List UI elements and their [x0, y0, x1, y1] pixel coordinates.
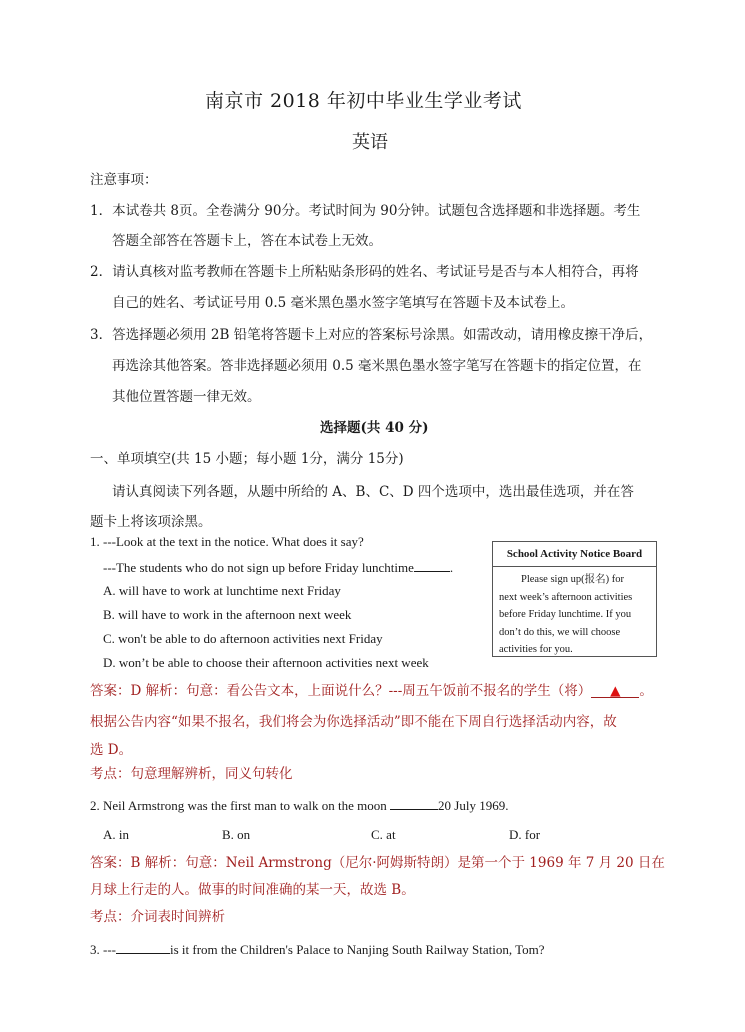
q1-answer-text: 答案：D 解析：句意：看公告文本，上面说什么？---周五午饭前不报名的学生（将） — [90, 683, 592, 699]
notice-board — [492, 541, 657, 657]
q1-stem-line1: 1. ---Look at the text in the notice. What does it say? — [90, 534, 364, 549]
directions-line2: 题卡上将该项涂黑。 — [90, 514, 212, 530]
q1-stem-text: ---The students who do not sign up before Friday lunchtime — [103, 560, 414, 575]
q1-option-c: C. won't be able to do afternoon activities next Friday — [103, 631, 383, 646]
q3-stem-start: 3. --- — [90, 942, 116, 957]
q3-stem — [90, 940, 545, 958]
instruction-2-line2: 自己的姓名、考试证号用 0.5 毫米黑色墨水签字笔填写在答题卡及本试卷上。 — [112, 295, 575, 311]
notice-line-1: Please sign up(报名) for — [521, 574, 624, 585]
notice-line-4: don’t do this, we will choose — [499, 626, 621, 638]
q1-option-d: D. won’t be able to choose their afternoon activities next week — [103, 655, 429, 670]
q2-stem-end: 20 July 1969. — [438, 798, 509, 813]
instruction-1-line1: 1．本试卷共 8页。全卷满分 90分。考试时间为 90分钟。试题包含选择题和非选择题。考生 — [90, 203, 641, 219]
instruction-1-line2: 答题全部答在答题卡上，答在本试卷上无效。 — [112, 233, 382, 249]
notice-board-heading: School Activity Notice Board — [493, 542, 656, 567]
instruction-2-line1: 2．请认真核对监考教师在答题卡上所粘贴条形码的姓名、考试证号是否与本人相符合，再将 — [90, 264, 639, 280]
q2-answer-line1: 答案：B 解析：句意：Neil Armstrong（尼尔·阿姆斯特朗）是第一个于 1969 年 7 月 20 日在 — [90, 855, 665, 871]
q2-stem-text: 2. Neil Armstrong was the first man to walk on the moon — [90, 798, 387, 813]
directions-line1: 请认真阅读下列各题，从题中所给的 A、B、C、D 四个选项中，选出最佳选项，并在答 — [112, 484, 634, 500]
q2-answer-blank — [390, 796, 438, 810]
notice-line-3: before Friday lunchtime. If you — [499, 609, 632, 620]
part-heading: 一、单项填空(共 15 小题；每小题 1分，满分 15分) — [90, 451, 404, 467]
q1-stem-end: . — [449, 560, 454, 575]
q2-stem — [90, 796, 508, 814]
q1-stem-line2 — [103, 558, 453, 576]
q1-option-a: A. will have to work at lunchtime next Friday — [103, 583, 341, 598]
section-title: 选择题(共 40 分) — [320, 420, 429, 436]
q1-answer-line1 — [90, 679, 653, 699]
notice-line-2: next week’s afternoon activities — [499, 591, 633, 603]
q1-knowledge-point: 考点：句意理解辨析，同义句转化 — [90, 766, 293, 782]
instruction-3-line3: 其他位置答题一律无效。 — [112, 389, 261, 405]
subject-title: 英语 — [352, 132, 388, 153]
q2-option-d: D. for — [509, 827, 541, 842]
exam-title: 南京市 2018 年初中毕业生学业考试 — [205, 90, 522, 112]
instructions-heading: 注意事项： — [90, 172, 158, 188]
q2-option-a: A. in — [103, 827, 129, 842]
q2-option-c: C. at — [371, 827, 396, 842]
q1-answer-blank — [414, 558, 450, 572]
triangle-icon: ▲ — [610, 683, 621, 699]
q2-option-b: B. on — [222, 827, 251, 842]
notice-line-5: activities for you. — [499, 644, 573, 655]
q1-answer-line3: 选 D。 — [90, 742, 133, 758]
q1-answer-end: 。 — [639, 683, 653, 699]
q2-answer-line2: 月球上行走的人。做事的时间准确的某一天，故选 B。 — [90, 882, 415, 898]
q3-stem-end: is it from the Children's Palace to Nanjing South Railway Station, Tom? — [170, 942, 545, 957]
q1-option-b: B. will have to work in the afternoon next week — [103, 607, 352, 622]
q2-knowledge-point: 考点：介词表时间辨析 — [90, 909, 225, 925]
notice-board-body — [493, 567, 656, 659]
instruction-3-line1: 3．答选择题必须用 2B 铅笔将答题卡上对应的答案标号涂黑。如需改动，请用橡皮擦干净后， — [90, 327, 653, 343]
q1-answer-blank-mark — [591, 683, 639, 698]
instruction-3-line2: 再选涂其他答案。答非选择题必须用 0.5 毫米黑色墨水签字笔写在答题卡的指定位置，在 — [112, 358, 642, 374]
q1-answer-line2: 根据公告内容“如果不报名，我们将会为你选择活动”即不能在下周自行选择活动内容，故 — [90, 714, 617, 730]
q3-answer-blank — [116, 940, 170, 954]
